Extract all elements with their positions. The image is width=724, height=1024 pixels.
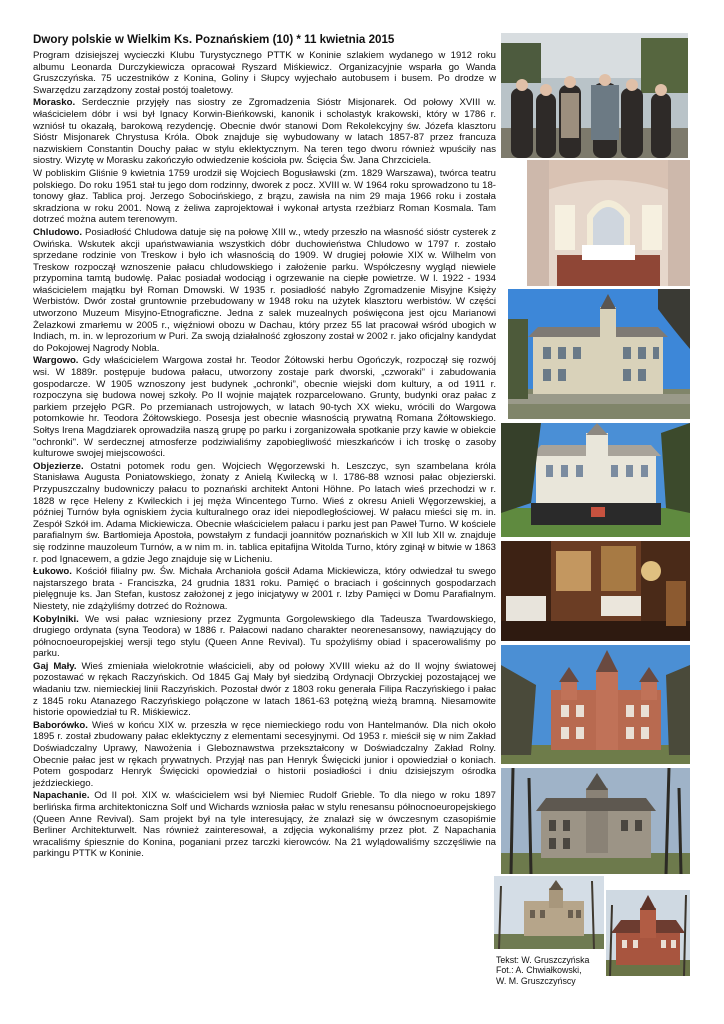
credit-photo-authors: Fot.: A. Chwiałkowski, xyxy=(496,965,582,976)
baborowko-palace-photo xyxy=(494,876,604,949)
paragraph-text: Program dzisiejszej wycieczki Klubu Turystycznego PTTK w Koninie szlakiem wydanego w 1912 roku albumu Leonarda Durczykiewicza opracował Ryszard Miśkiewicz. Organizacyjnie wsparła go Wanda Gruszczyńska. 75 uczestników z Konina, Goliny i Słupcy wyjechało autobusem i busem. Po drodze w Swarzędzu zarządzony został postój toaletowy. xyxy=(33,50,496,96)
chapel-interior-photo xyxy=(527,160,690,286)
article-paragraph xyxy=(33,50,496,96)
church-interior-photo xyxy=(501,541,690,641)
paragraph-heading: Chludowo. xyxy=(33,226,83,238)
paragraph-text: We wsi pałac wzniesiony przez Zygmunta Gorgolewskiego dla Tadeusza Twardowskiego, drugiego ordynata (syna Teodora) w 1886 r. Pałacowi nadano charakter neorenesansowy, nawiązujący do północnoeuropejskiej wersji tego stylu (Queen Anne Revival). Tu spożyliśmy obiad i spacerowaliśmy po parku. xyxy=(33,613,496,660)
article-paragraph xyxy=(33,614,496,660)
paragraph-heading: Wargowo. xyxy=(33,355,79,367)
article-text-column xyxy=(33,33,496,861)
wargowo-group-photo xyxy=(501,423,690,537)
paragraph-text: Wieś w końcu XIX w. przeszła w ręce niemieckiego rodu von Hantelmanów. Dla nich około 1895 r. został zbudowany pałac eklektyczny z elementami secesyjnymi. Od 1953 r. mieścił się w nim Zakład Doświadczalny Uprawy, Nawożenia i Gleboznawstwa przekształcony w Doświadczalny Zakład Rolny. Obecnie pałac jest w rękach prywatnych. Przyjął nas pan Henryk Święcicki junior i opowiedział o koniach. Potem gospodarz Henryk Święcicki opowiedział o historii posiadłości i dniu dzisiejszym ośrodka jeździeckiego. xyxy=(33,719,496,789)
napachanie-palace-photo xyxy=(606,890,690,976)
article-body xyxy=(33,50,496,860)
article-title: Dwory polskie w Wielkim Ks. Poznańskiem (10) * 11 kwietnia 2015 xyxy=(33,33,395,46)
paragraph-heading: Napachanie. xyxy=(33,790,90,802)
photo-credits xyxy=(496,955,606,986)
paragraph-text: Od II poł. XIX w. właścicielem wsi był Niemiec Rudolf Grieble. To dla niego w roku 1897 berlińska firma architektoniczna Solf und Wichards wzniosła pałac w stylu renesansu północnoeuropejskiego (Queen Anne Revival). Sam projekt był na tyle interesujący, że znalazł się w ówczesnym czasopiśmie Berliner Architekturwelt. Nas również zainteresował, a zdjęcia wykonaliśmy przez płot. Z Napachania wracaliśmy śpiesznie do Konina, poganiani przez tarczki kierowców. Na 21 wylądowaliśmy szczęśliwie na parkingu PTTK w Koninie. xyxy=(33,790,496,860)
paragraph-text: W pobliskim Gliśnie 9 kwietnia 1759 urodził się Wojciech Bogusławski (zm. 1829 Warszawa), twórca teatru polskiego. Do roku 1951 stał tu jego dom rodzinny, dworek z pocz. XVIII w. W 1964 roku sprowadzono tu 18-tonowy głaz. Tablica proj. Jerzego Sobocińskiego, z brązu, zawisła na nim 29 maja 1966 roku i została skradziona w roku 2001. Nową z żeliwa zaprojektował i wykonał artysta rzeźbiarz Roman Kosmala. Tam dotrzeć można autem terenowym. xyxy=(33,167,496,226)
paragraph-text: Serdecznie przyjęły nas siostry ze Zgromadzenia Sióstr Misjonarek. Od połowy XVIII w. właścicielem dóbr i wsi był Ignacy Korwin-Bieńkowski, kanonik i scholastyk krakowski, który w 1786 r. wzniósł tu okazałą, barokową rezydencję. Obecnie dwór stanowi Dom Rekolekcyjny św. Józefa klasztoru Sióstr Misjonarek Chrystusa Króla. Obok znajduje się wybudowany w latach 1857-87 przez francuza nazwiskiem Constantin Douchy pałac w stylu eklektycznym. Na teren tego dworu również wpuściły nas siostry. Wizytę w Morasku zakończyło odwiedzenie kościoła pw. Ścięcia Św. Jana Chrzciciela. xyxy=(33,97,496,167)
article-paragraph xyxy=(33,168,496,226)
paragraph-heading: Łukowo. xyxy=(33,566,72,578)
article-paragraph xyxy=(33,661,496,719)
paragraph-text: Posiadłość Chludowa datuje się na połowę XIII w., wtedy przeszło na własność sióstr cysterek z Owińska. Wskutek akcji upaństwawiania wszystkich dóbr duchowieństwa Chludowo w 1797 r. zostało sprzedane rodzinie von Treskow i było ich własnością do 1909. W drugiej połowie XIX w. Wilhelm von Treskow rozpoczął wznoszenie pałacu chludowskiego i założenie parku. Współczesny wygląd niewiele przypomina tamtą budowlę. Pałac posiadał wodociąg i ogrzewanie na ciepłe powietrze. W l. 1922 - 1934 właścicielem majątku był Roman Dmowski. W 1935 r. posiadłość nabyło Zgromadzenie Misyjne Księży Werbistów. Dwór został gruntownie przebudowany w 1948 roku na użytek klasztoru werbistów. W części utworzono Muzeum Misyjno-Etnograficzne. Jedna z salek muzealnych poświęcona jest ojcu Marianowi Żelazkowi zmarłemu w 2005 r., więźniowi obozu w Dachau, który przez 55 lat pracował wśród ubogich w Indiach, m. in. w leprozorium w Puri. Za swoją działalność zgłoszony został w 2002 r. jako oficjalny kandydat do Pokojowej Nagrody Nobla. xyxy=(33,226,496,354)
paragraph-heading: Kobylniki. xyxy=(33,613,79,625)
article-paragraph xyxy=(33,355,496,459)
kobylniki-palace-photo xyxy=(501,645,690,764)
article-paragraph xyxy=(33,720,496,790)
paragraph-text: Kościół filialny pw. Św. Michała Archanioła gościł Adama Mickiewicza, który odwiedzał tu swego najstarszego brata - Franciszka, 24 grudnia 1831 roku. Pamięć o braciach i gościnnych gospodarzach pielęgnuje ks. Jan Stefan, kustosz założonej z jego inicjatywy w 2001 r. Izby Pamięci w Domu Parafialnym. Niestety, nie zdążyliśmy dotrzeć do Rożnowa. xyxy=(33,566,496,612)
paragraph-text: Wieś zmieniała wielokrotnie właścicieli, aby od połowy XVIII wieku aż do II wojny światowej pozostawać w rękach Raczyńskich. Od 1845 Gaj Mały był siedzibą Ordynacji Obrzyckiej pozostającej we władaniu tzw. niemieckiej linii Raczyńskich. Pozostał dwór z 1803 roku generała Filipa Raczyńskiego i pałac z 1845 roku Atanazego Raczyńskiego połączone w latach 1861-63 potężną wieżą bramną. Niesamowite historie opowiedział tu R. Miśkiewicz. xyxy=(33,660,496,719)
paragraph-heading: Gaj Mały. xyxy=(33,660,77,672)
paragraph-heading: Morasko. xyxy=(33,97,76,109)
article-paragraph xyxy=(33,566,496,612)
article-paragraph xyxy=(33,227,496,355)
gaj-maly-palace-photo xyxy=(501,768,690,874)
credit-text-author: Tekst: W. Gruszczyńska xyxy=(496,955,590,965)
paragraph-text: Ostatni potomek rodu gen. Wojciech Węgorzewski h. Leszczyc, syn szambelana króla Stanisława Augusta Poniatowskiego, żonaty z Anielą Kwilecką w l. 1786-88 wznosi pałac objezierski. Przypuszczalny budowniczy pałacu to poznański architekt Antoni Höhne. Po latach wieś przechodzi w r. 1828 w ręce Heleny z Kwileckich i jej męża Wincentego Turno. Wieś z okresu Anieli Węgorzewskiej, a później Turnów była ogniskiem życia kulturalnego oraz idei niepodległościowej. W pałacu mieści się m. in. Zespół Szkół im. Adama Mickiewicza. Obecnie właścicielem pałacu i parku jest pan Paweł Turno. W kościele parafialnym św. Bartłomieja Apostoła, powstałym z fundacji joannitów poznańskich w XII lub XII w. znajduje się rodzinne mauzoleum Turnów, a w nim m. in. tablica epitafijna Witolda Turno, który zginął w bitwie w 1863 r. pod Ignacewem, a gdzie Jego znajduje się w Licheniu. xyxy=(33,460,496,565)
paragraph-text: Gdy właścicielem Wargowa został hr. Teodor Żółtowski herbu Ogończyk, rozpoczął się rozwój wsi. W 1889r. postępuje budowa pałacu, utworzony zostaje park dworski, „czworaki” i zabudowania gospodarcze. W 1905 wznoszony jest budynek „ochronki”, obecnie wiejski dom kultury, a od 1911 r. rozpoczyna się budowa nowej szkoły. Po II wojnie majątek rozparcelowano. Grunty, budynki oraz pałac z parkiem przejęło PGR. Po przemianach ustrojowych, w latach 90-tych XX wieku, wrócili do Wargowa potomkowie hr. Teodora Żółtowskiego. Posesja jest obecnie własnością prywatną Romana Żółtowskiego. Sołtys Irena Magdziarek oprowadziła naszą grupę po parku i zorganizowała spotkanie przy kawie w obiekcie "ochronki". W serdecznej atmosferze podziwialiśmy zapobiegliwość mieszkańców i ich troskę o zasoby kulturowe swojej miejscowości. xyxy=(33,355,496,460)
paragraph-heading: Baborówko. xyxy=(33,719,88,731)
article-paragraph xyxy=(33,461,496,565)
group-photo-morasko xyxy=(501,33,688,158)
article-paragraph xyxy=(33,790,496,860)
paragraph-heading: Objezierze. xyxy=(33,460,84,472)
credit-photo-authors-cont: W. M. Gruszczyńscy xyxy=(496,975,576,986)
article-paragraph xyxy=(33,97,496,167)
chludowo-palace-photo xyxy=(508,289,690,419)
